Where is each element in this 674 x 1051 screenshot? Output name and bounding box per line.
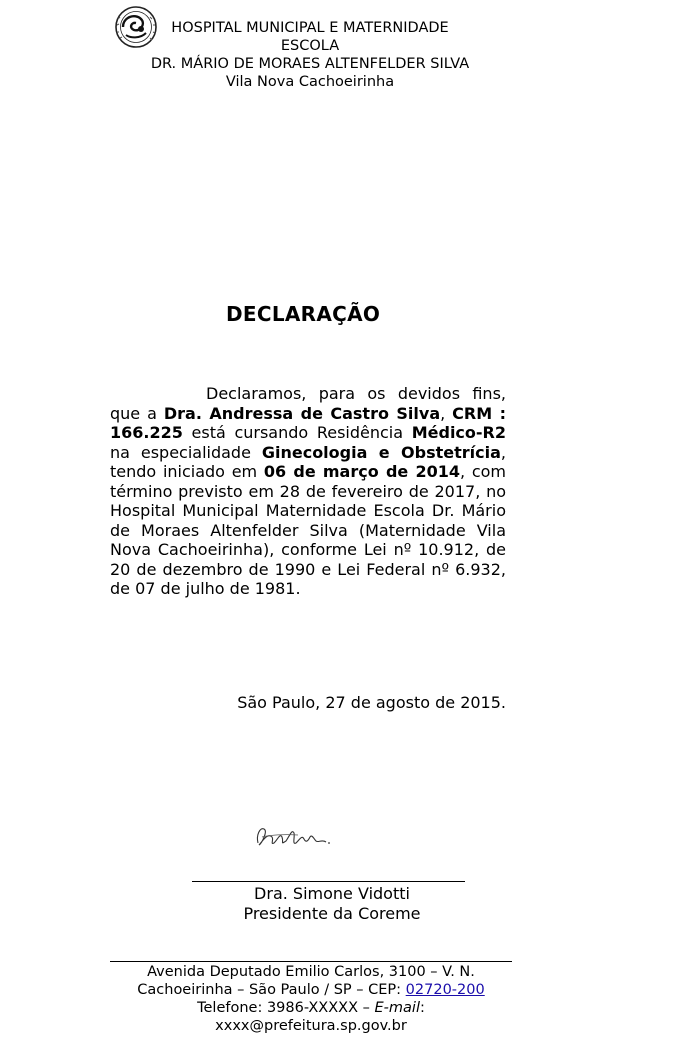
body-text-5: , tendo iniciado em — [110, 442, 506, 481]
residency-level: Médico-R2 — [411, 423, 506, 442]
footer-line-2-text: Cachoeirinha – São Paulo / SP – CEP: — [137, 982, 406, 998]
footer-line-1: Avenida Deputado Emilio Carlos, 3100 – V. N. — [147, 964, 475, 980]
handwritten-signature — [250, 815, 334, 855]
doctor-name: Dra. Andressa de Castro Silva — [163, 403, 441, 423]
email-colon: : — [419, 1000, 425, 1016]
start-date: 06 de março de 2014 — [263, 462, 460, 481]
footer-phone: Telefone: 3986-XXXXX – — [197, 1000, 375, 1016]
footer-line-2 — [110, 981, 512, 999]
body-text-2: , — [440, 403, 453, 423]
document-title: DECLARAÇÃO — [226, 302, 381, 326]
header-line-1: HOSPITAL MUNICIPAL E MATERNIDADE — [171, 20, 449, 36]
footer-address — [110, 963, 512, 1035]
cep-link[interactable]: 02720-200 — [405, 982, 485, 998]
header-line-4: Vila Nova Cachoeirinha — [225, 74, 395, 90]
specialty: Ginecologia e Obstetrícia — [261, 442, 501, 462]
signer-block — [192, 884, 472, 923]
place-and-date: São Paulo, 27 de agosto de 2015. — [237, 693, 506, 712]
declaration-body — [110, 384, 506, 599]
crm-number: CRM : 166.225 — [110, 403, 506, 442]
signature-line — [192, 881, 465, 882]
footer-line-3 — [110, 999, 512, 1017]
footer-divider — [110, 961, 512, 962]
body-text-4: na especialidade — [110, 442, 262, 462]
body-text-3: está cursando Residência — [182, 423, 412, 442]
email-label: E-mail — [374, 1000, 420, 1016]
body-text-6: , com término previsto em 28 de fevereiro de 2017, no Hospital Municipal Maternidade Escola Dr. Mário de Moraes Altenfelder Silva (Maternidade Vila Nova Cachoeirinha), conforme Lei nº 10.912, de 20 de dezembro de 1990 e Lei Federal nº 6.932, de 07 de julho de 1981. — [110, 462, 506, 598]
footer-email: xxxx@prefeitura.sp.gov.br — [215, 1018, 407, 1034]
header-line-3: DR. MÁRIO DE MORAES ALTENFELDER SILVA — [150, 56, 470, 72]
body-text-1: Declaramos, para os devidos fins, que a — [110, 384, 506, 423]
header-line-2: ESCOLA — [280, 38, 340, 54]
signer-name: Dra. Simone Vidotti — [254, 884, 410, 903]
institution-header — [130, 19, 490, 91]
signer-role: Presidente da Coreme — [243, 903, 421, 923]
